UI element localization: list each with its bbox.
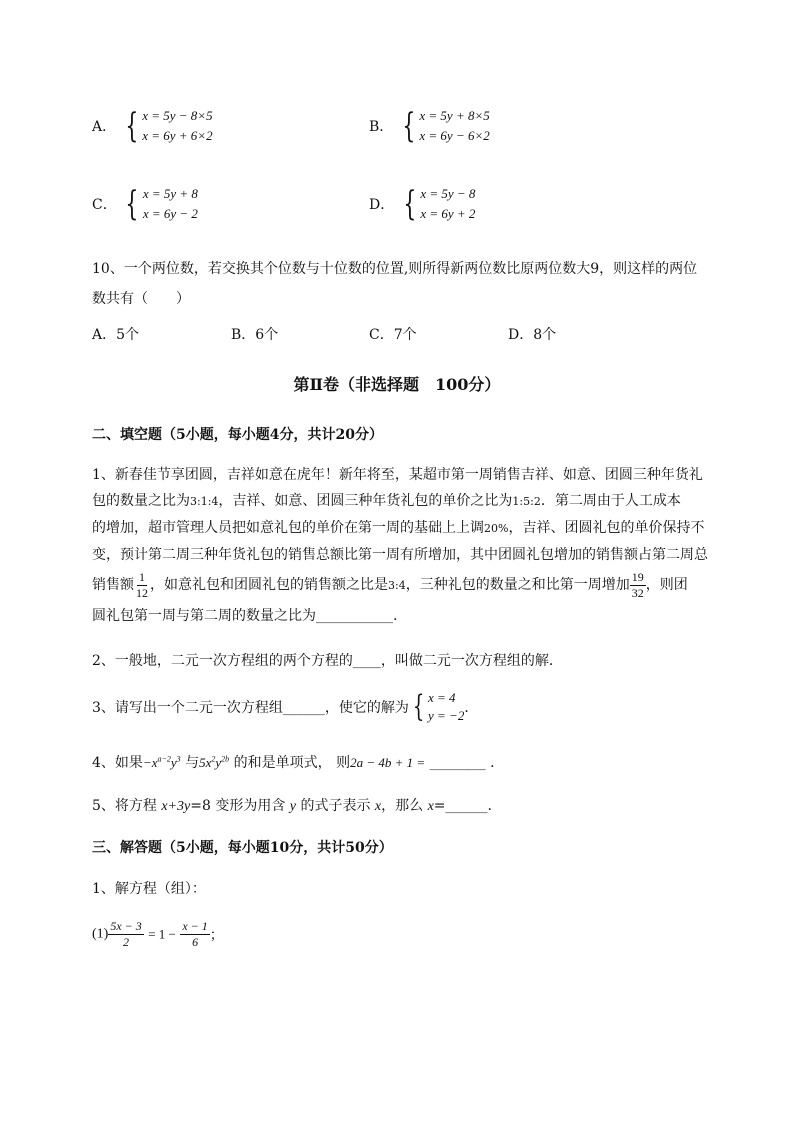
text-span: =______.	[433, 798, 492, 814]
text-span: 5、将方程	[92, 798, 162, 814]
text-span: ．	[490, 755, 505, 771]
equation-line: x = 6y + 2	[420, 206, 476, 221]
exponent: 3	[176, 754, 181, 764]
option-b-label: B．	[369, 119, 394, 135]
equation-line: x = 6y − 6×2	[419, 128, 490, 143]
fraction-denominator: 6	[192, 935, 199, 949]
text-line: 变，预计第二周三种年货礼包的销售总额比第一周有所增加，其中团圆礼包增加的销售额占第二周总	[92, 547, 708, 563]
fraction	[180, 920, 209, 949]
equation-system-b	[398, 108, 490, 144]
fraction-denominator: 12	[136, 585, 148, 600]
math-expression: x+3y	[161, 799, 191, 814]
text-span: 与	[185, 755, 200, 771]
option-10d: D．8个	[508, 327, 557, 343]
text-span: ．	[464, 700, 479, 716]
solve-question-1: 1、解方程（组）：	[92, 881, 206, 897]
math-term: y	[170, 755, 177, 770]
brace-icon: {	[412, 689, 425, 724]
ratio-value: 3:1:4	[190, 495, 219, 508]
option-a	[92, 108, 213, 144]
brace-icon: {	[125, 184, 139, 224]
math-expression: 2a − 4b + 1 =	[350, 755, 426, 770]
text-span: 4、如果	[92, 755, 143, 771]
text-span: ．第二周由于人工成本	[540, 493, 681, 509]
answer-blank[interactable]: ___________	[316, 608, 393, 624]
equation-system-a	[121, 108, 213, 144]
question-text: 10、一个两位数，若交换其个位数与十位数的位置,则所得新两位数比原两位数大9，则这样的两位	[92, 261, 698, 277]
option-10a: A．5个	[92, 327, 140, 343]
text-span: ，则团	[645, 577, 688, 593]
fill-question-3	[92, 690, 478, 724]
text-line: 1、新春佳节享团圆，吉祥如意在虎年！新年将至，某超市第一周销售吉祥、如意、团圆三种年货礼	[92, 467, 703, 483]
option-a-label: A．	[92, 119, 117, 135]
text-span: =8 变形为用含	[190, 798, 290, 814]
option-c	[92, 186, 198, 222]
brace-icon: {	[403, 184, 416, 224]
option-c-label: C．	[92, 197, 117, 213]
math-variable: x	[427, 799, 434, 814]
option-10c: C．7个	[369, 327, 417, 343]
equation-line: x = 5y + 8×5	[419, 108, 490, 123]
fill-question-5	[92, 795, 492, 815]
fill-question-2: 2、一般地，二元一次方程组的两个方程的____，叫做二元一次方程组的解．	[92, 653, 563, 669]
text-span: ，那么	[381, 798, 428, 814]
question-10	[92, 256, 732, 312]
exponent: 2	[211, 754, 216, 764]
option-d-label: D．	[369, 197, 395, 213]
exponent: a−2	[157, 754, 171, 764]
part-title: 第Ⅱ卷（非选择题 100分）	[293, 375, 501, 394]
text-span: 销售额	[92, 577, 134, 593]
text-span: ；	[209, 927, 224, 944]
fraction-denominator: 32	[631, 585, 644, 600]
section-heading: 二、填空题（5小题，每小题4分，共计20分）	[92, 427, 383, 443]
exponent: 2b	[221, 754, 230, 764]
equation-line: x = 4	[428, 690, 456, 705]
brace-icon: {	[402, 106, 416, 146]
fraction-numerator: 1	[139, 569, 145, 584]
text-span: 的增加，超市管理人员把如意礼包的单价在第一周的基础上上调	[92, 520, 484, 536]
fraction	[108, 920, 143, 949]
fraction-numerator: 5x − 3	[110, 919, 142, 933]
text-span: ，如意礼包和团圆礼包的销售额之比是	[150, 577, 388, 593]
text-span: 3、请写出一个二元一次方程组______，使它的解为	[92, 700, 409, 716]
math-variable: y	[289, 799, 296, 814]
option-b	[369, 108, 490, 144]
equation-line: x = 5y + 8	[142, 186, 198, 201]
solution-system	[409, 690, 464, 724]
fraction	[134, 571, 150, 600]
equation-line: x = 6y + 6×2	[142, 128, 213, 143]
equation-line: y = −2	[428, 708, 465, 723]
math-expression	[143, 755, 181, 770]
equation-line: x = 6y − 2	[142, 206, 198, 221]
sub-question-label: (1)	[92, 926, 109, 942]
answer-blank[interactable]: ________	[429, 755, 486, 771]
text-span: 的和是单项式， 则	[233, 755, 351, 771]
question-text: 数共有（ ）	[92, 291, 190, 307]
equation-1	[92, 920, 224, 949]
ratio-value: 1:5:2	[512, 495, 541, 508]
math-term: y	[215, 755, 222, 770]
math-expression: = 1 −	[148, 926, 176, 942]
math-term: −x	[142, 755, 158, 770]
equation-line: x = 5y − 8	[420, 186, 476, 201]
text-span: ，吉祥、团圆礼包的单价保持不	[508, 520, 705, 536]
fraction-denominator: 2	[123, 935, 130, 949]
text-span: ，吉祥、如意、团圆三种年货礼包的单价之比为	[218, 493, 513, 509]
text-span: 的式子表示	[296, 798, 375, 814]
text-span: 包的数量之比为	[92, 493, 190, 509]
math-expression	[199, 755, 229, 770]
equation-system-c	[121, 186, 198, 222]
fraction-numerator: 19	[631, 569, 644, 584]
fill-question-4	[92, 752, 504, 772]
option-d	[369, 186, 475, 222]
equation-line: x = 5y − 8×5	[142, 108, 213, 123]
percent-value: 20%	[484, 522, 509, 535]
ratio-value: 3:4	[388, 579, 406, 592]
text-span: ，三种礼包的数量之和比第一周增加	[405, 577, 630, 593]
section-heading: 三、解答题（5小题，每小题10分，共计50分）	[92, 840, 393, 856]
math-term: 5x	[199, 755, 212, 770]
option-10b: B．6个	[231, 327, 279, 343]
fraction-numerator: x − 1	[182, 919, 208, 933]
equation-system-d	[399, 186, 476, 222]
fill-question-1	[92, 462, 742, 629]
text-span: 圆礼包第一周与第二周的数量之比为	[92, 608, 316, 624]
brace-icon: {	[124, 106, 138, 146]
math-variable: x	[374, 799, 382, 814]
fraction	[630, 571, 646, 600]
text-span: .	[393, 608, 398, 624]
